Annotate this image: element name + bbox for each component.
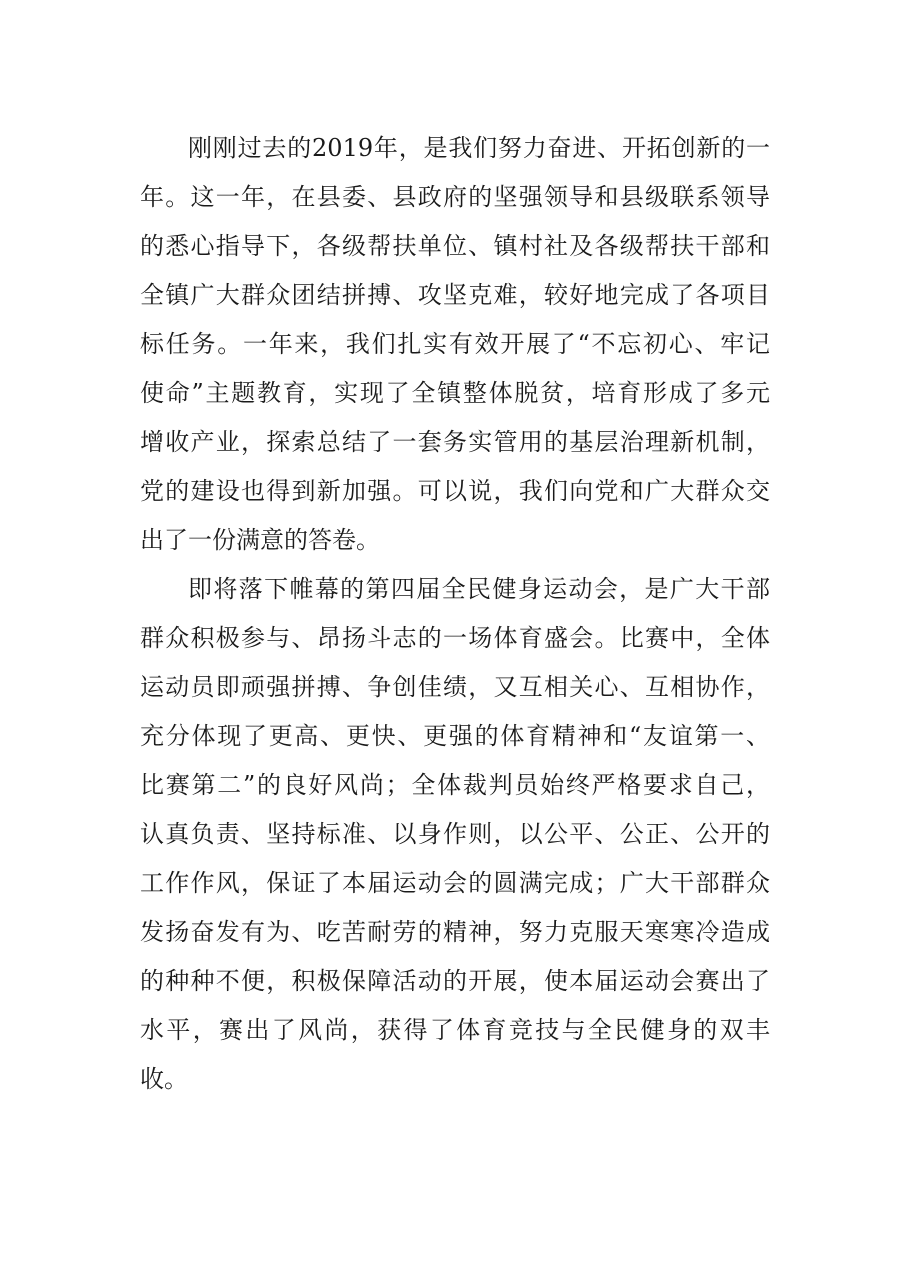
paragraph-line: 运动员即顽强拼搏、争创佳绩，又互相关心、互相协作，: [140, 673, 770, 701]
paragraph-line: 群众积极参与、昂扬斗志的一场体育盛会。比赛中，全体: [140, 624, 770, 652]
paragraph-line: 的悉心指导下，各级帮扶单位、镇村社及各级帮扶干部和: [140, 232, 770, 260]
paragraph-line: 的种种不便，积极保障活动的开展，使本届运动会赛出了: [140, 967, 770, 995]
paragraph-2: [140, 565, 770, 1104]
paragraph-line: 发扬奋发有为、吃苦耐劳的精神，努力克服天寒寒冷造成: [140, 918, 770, 946]
paragraph-line: 使命”主题教育，实现了全镇整体脱贫，培育形成了多元: [140, 379, 770, 407]
paragraph-line: 增收产业，探索总结了一套务实管用的基层治理新机制，: [140, 428, 770, 456]
paragraph-line: 比赛第二”的良好风尚；全体裁判员始终严格要求自己，: [140, 771, 770, 799]
paragraph-line: 收。: [140, 1065, 188, 1093]
paragraph-line: 标任务。一年来，我们扎实有效开展了“不忘初心、牢记: [140, 330, 770, 358]
paragraph-1: [140, 124, 770, 565]
paragraph-line: 全镇广大群众团结拼搏、攻坚克难，较好地完成了各项目: [140, 281, 770, 309]
paragraph-line: 充分体现了更高、更快、更强的体育精神和“友谊第一、: [140, 722, 770, 750]
paragraph-line: 出了一份满意的答卷。: [140, 526, 380, 554]
paragraph-line: 年。这一年，在县委、县政府的坚强领导和县级联系领导: [140, 183, 770, 211]
paragraph-line: 即将落下帷幕的第四届全民健身运动会，是广大干部: [188, 575, 770, 603]
paragraph-line: 党的建设也得到新加强。可以说，我们向党和广大群众交: [140, 477, 770, 505]
document-body: [140, 124, 770, 1104]
paragraph-line: 工作作风，保证了本届运动会的圆满完成；广大干部群众: [140, 869, 770, 897]
paragraph-line: 认真负责、坚持标准、以身作则，以公平、公正、公开的: [140, 820, 770, 848]
paragraph-line: 刚刚过去的2019年，是我们努力奋进、开拓创新的一: [188, 134, 770, 162]
paragraph-line: 水平，赛出了风尚，获得了体育竞技与全民健身的双丰: [140, 1016, 770, 1044]
